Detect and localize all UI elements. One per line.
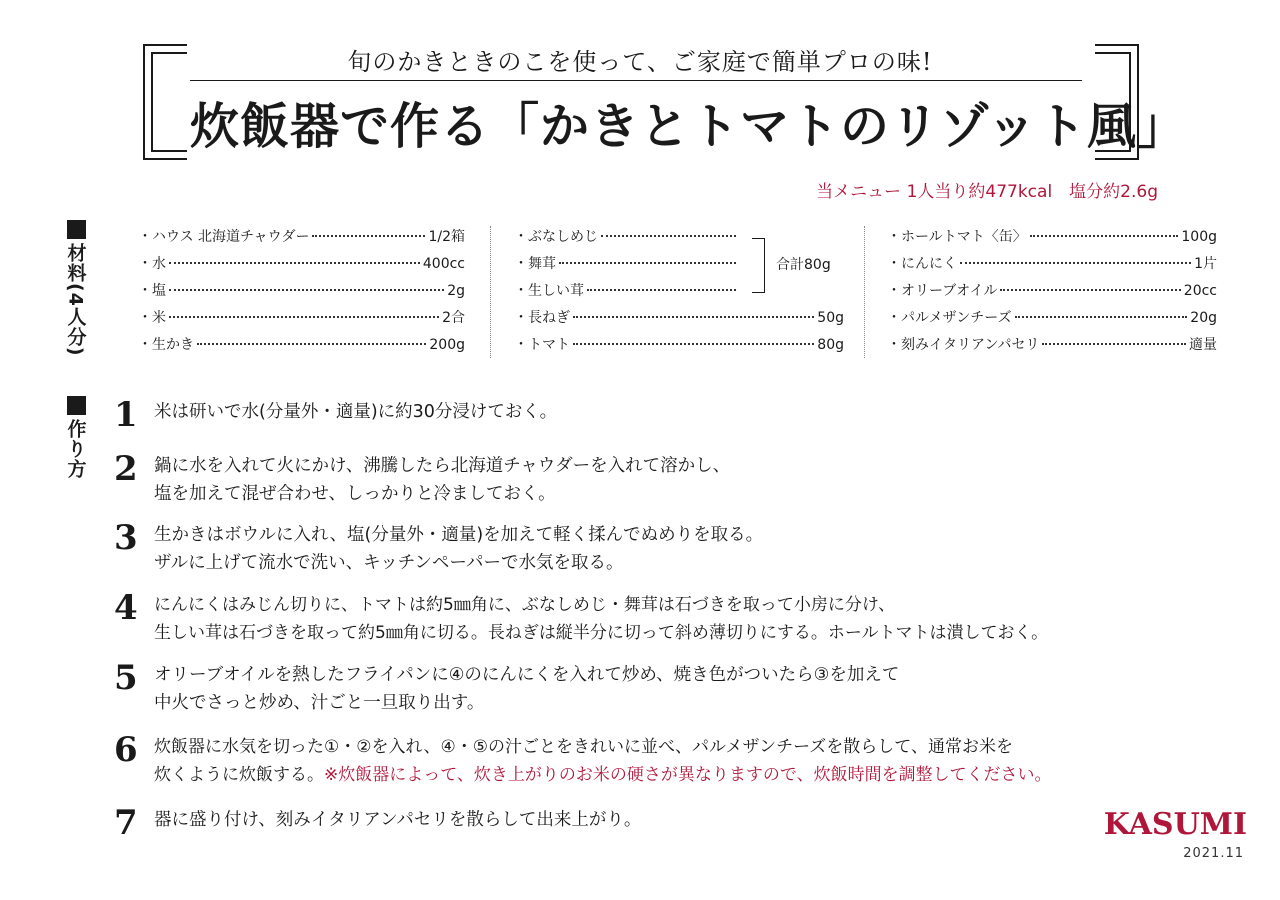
column-divider	[864, 226, 865, 358]
step-note: ※炊飯器によって、炊き上がりのお米の硬さが異なりますので、炊飯時間を調整してください。	[324, 765, 1052, 785]
step-7	[114, 803, 642, 843]
nutrition-info: 当メニュー 1人当り約477kcal 塩分約2.6g	[816, 182, 1158, 202]
column-divider	[490, 226, 491, 358]
step-line: 中火でさっと炒め、汁ごと一旦取り出す。	[154, 693, 485, 713]
heading-square-icon	[67, 396, 86, 415]
publish-date: 2021.11	[1183, 846, 1244, 861]
ingredients-column-1	[138, 226, 465, 361]
ingredient-item: ・水 400cc	[138, 256, 465, 272]
step-line: ザルに上げて流水で洗い、キッチンペーパーで水気を取る。	[154, 553, 624, 573]
step-number: 1	[114, 395, 138, 435]
title-rule	[190, 80, 1082, 81]
step-4	[114, 588, 1049, 647]
subtitle: 旬のかきときのこを使って、ご家庭で簡単プロの味!	[347, 48, 933, 76]
ingredients-heading	[64, 220, 88, 357]
ingredient-item: ・生しい茸	[514, 280, 739, 307]
ingredient-item: ・刻みイタリアンパセリ 適量	[887, 337, 1217, 353]
step-line: 炊くように炊飯する。※炊飯器によって、炊き上がりのお米の硬さが異なりますので、炊飯時間を調整してください。	[154, 765, 1052, 785]
ingredient-item: ・塩 2g	[138, 283, 465, 299]
mushroom-bracket	[752, 238, 765, 293]
ingredient-item: ・長ねぎ 50g	[514, 310, 844, 326]
step-line: オリーブオイルを熱したフライパンに④のにんにくを入れて炒め、焼き色がついたら③を加えて	[154, 665, 900, 685]
page-title: 炊飯器で作る「かきとトマトのリゾット風」	[190, 97, 1188, 155]
step-line: 鍋に水を入れて火にかけ、沸騰したら北海道チャウダーを入れて溶かし、	[154, 456, 731, 476]
step-6	[114, 730, 1052, 789]
ingredient-item: ・ぶなしめじ	[514, 226, 739, 253]
step-line: 塩を加えて混ぜ合わせ、しっかりと冷ましておく。	[154, 484, 556, 504]
ingredient-item: ・ハウス 北海道チャウダー 1/2箱	[138, 229, 465, 245]
step-number: 4	[114, 588, 138, 628]
ingredient-item: ・生かき 200g	[138, 337, 465, 353]
ingredient-item: ・にんにく 1片	[887, 256, 1217, 272]
step-number: 2	[114, 449, 138, 489]
method-label: 作り方	[64, 419, 87, 479]
step-5	[114, 658, 900, 717]
step-line: 炊飯器に水気を切った①・②を入れ、④・⑤の汁ごとをきれいに並べ、パルメザンチーズを散らして、通常お米を	[154, 737, 1013, 757]
ingredient-item: ・米 2合	[138, 310, 465, 326]
step-number: 5	[114, 658, 138, 698]
step-1	[114, 395, 558, 435]
ingredient-item: ・トマト 80g	[514, 337, 844, 353]
step-line: 生しい茸は石づきを取って約5㎜角に切る。長ねぎは縦半分に切って斜め薄切りにする。ホールトマトは潰しておく。	[154, 623, 1049, 643]
step-number: 3	[114, 518, 138, 558]
mushroom-total: 合計80g	[776, 257, 831, 273]
method-heading	[64, 396, 88, 479]
ingredients-label: 材料(4人分)	[64, 243, 87, 357]
step-line: 器に盛り付け、刻みイタリアンパセリを散らして出来上がり。	[154, 810, 642, 830]
step-line: 米は研いで水(分量外・適量)に約30分浸けておく。	[154, 402, 558, 422]
step-number: 7	[114, 803, 138, 843]
ingredients-column-3	[887, 226, 1217, 361]
ingredient-item: ・ホールトマト〈缶〉 100g	[887, 229, 1217, 245]
step-line: にんにくはみじん切りに、トマトは約5㎜角に、ぶなしめじ・舞茸は石づきを取って小房に分け、	[154, 595, 896, 615]
step-2	[114, 449, 731, 508]
ingredient-item: ・パルメザンチーズ 20g	[887, 310, 1217, 326]
title-bracket-left	[143, 44, 187, 160]
ingredients-column-2	[514, 226, 844, 361]
step-3	[114, 518, 764, 577]
heading-square-icon	[67, 220, 86, 239]
ingredient-item: ・舞茸	[514, 253, 739, 280]
step-line: 生かきはボウルに入れ、塩(分量外・適量)を加えて軽く揉んでぬめりを取る。	[154, 525, 764, 545]
kasumi-logo: KASUMI	[1103, 807, 1247, 842]
step-number: 6	[114, 730, 138, 770]
ingredient-item: ・オリーブオイル 20cc	[887, 283, 1217, 299]
